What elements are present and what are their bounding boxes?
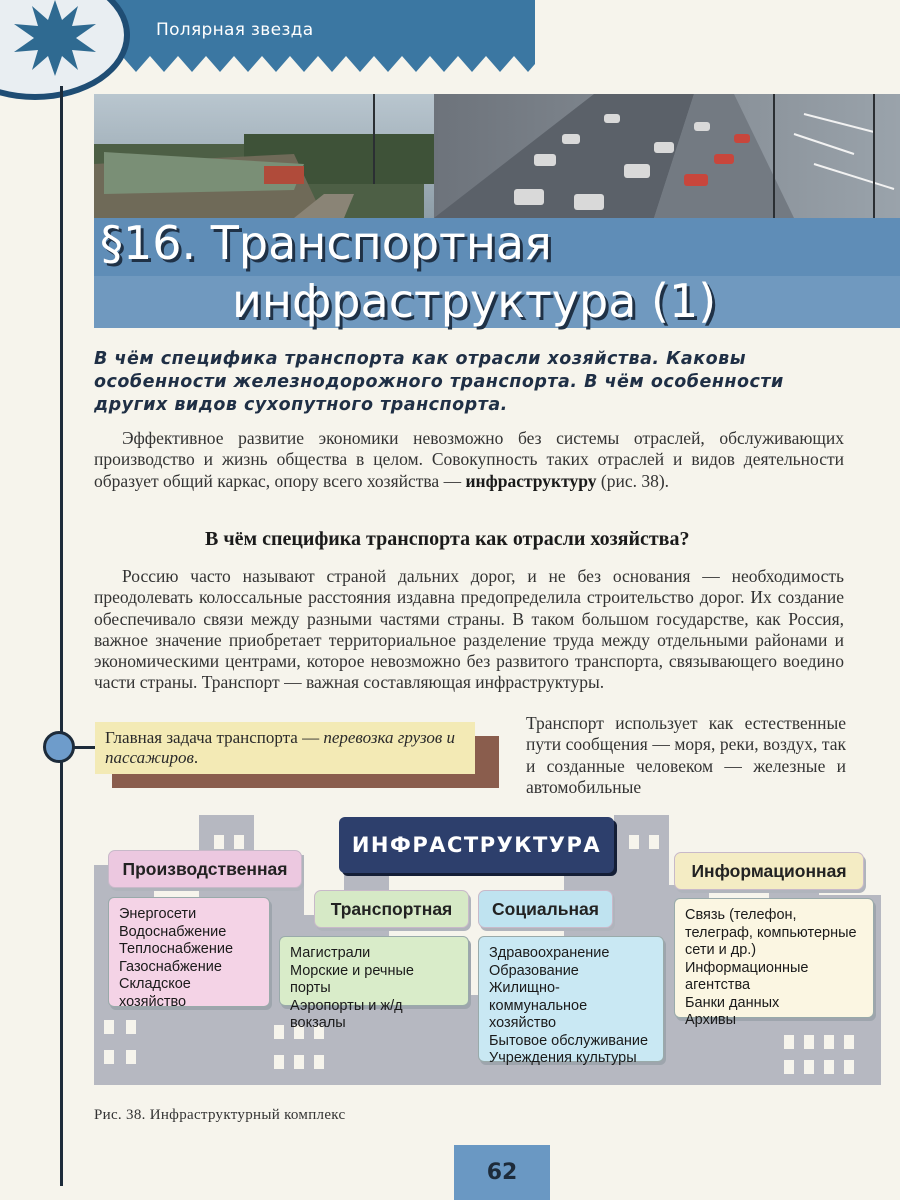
- category-information: Информационная: [674, 852, 864, 890]
- diagram-title: ИНФРАСТРУКТУРА: [339, 817, 614, 873]
- margin-line: [60, 86, 63, 1186]
- list-item: Информационные агентства: [685, 959, 809, 993]
- list-item: Учреждения культуры: [489, 1050, 637, 1066]
- list-item: Здравоохранение: [489, 945, 610, 961]
- polar-star-icon: [10, 0, 100, 78]
- list-item: Связь (телефон, телеграф, компьютерные сети и др.): [685, 907, 857, 958]
- list-item: Морские и речные порты: [290, 962, 414, 996]
- list-item: Жилищно-коммунальное хозяйство: [489, 980, 588, 1031]
- note-text: Главная задача транспорта —: [105, 728, 324, 747]
- list-item: Банки данных: [685, 994, 780, 1011]
- list-item: Бытовое обслуживание: [489, 1032, 649, 1049]
- list-item: Магистрали: [290, 945, 371, 961]
- list-social: [478, 936, 664, 1066]
- list-item: Энергосети: [119, 906, 197, 922]
- list-item: Газоснабжение: [119, 958, 222, 975]
- note-emphasis: перевозка грузов и пассажиров: [105, 728, 456, 767]
- list-information: [674, 898, 874, 1028]
- list-item: Водоснабжение: [119, 923, 227, 940]
- intro-text: Эффективное развитие экономики невозможно без системы отраслей, обслуживающих производство и жизнь общества в целом. Совокупность таких отраслей и видов деятельности образует общий каркас, опору всего хозяйства —: [94, 428, 844, 491]
- infrastructure-diagram: [94, 795, 881, 1085]
- key-questions: В чём специфика транспорта как отрасли хозяйства. Каковы особенности железнодорожного транспорта. В чём особенности других видов сухопутного транспорта.: [94, 349, 784, 415]
- body-paragraph: Россию часто называют страной дальних дорог, и не без основания — необходимость преодолевать колоссальные расстояния издавна предопределила строительство дорог. Их создание обеспечивало связи между разными частями страны. В таком большом государстве, как Россия, важное значение приобретает территориальное разделение труда между отдельными районами и экономическими центрами, которое невозможно без развитого транспорта, связывающего воедино части страны. Транспорт — важная составляющая инфраструктуры.: [94, 566, 844, 693]
- section-heading: В чём специфика транспорта как отрасли хозяйства?: [205, 528, 690, 550]
- note-marker-line: [73, 746, 95, 749]
- intro-paragraph: [94, 428, 844, 492]
- list-transport: [279, 936, 469, 1031]
- note-marker-dot: [43, 731, 75, 763]
- category-production: Производственная: [108, 850, 302, 888]
- series-title: Полярная звезда: [156, 20, 314, 40]
- list-item: Образование: [489, 962, 579, 979]
- header-zigzag-decoration: [80, 52, 535, 86]
- page-title-line1: §16. Транспортная: [100, 216, 552, 270]
- note-end: .: [193, 748, 199, 767]
- page-title: [100, 214, 800, 330]
- page-title-line2: инфраструктура (1): [232, 274, 717, 328]
- list-production: [108, 897, 270, 1010]
- page-number: 62: [454, 1145, 550, 1200]
- transport-photo: [94, 94, 900, 218]
- intro-figure-ref: (рис. 38).: [596, 470, 670, 491]
- body-paragraph-continued: Транспорт использует как естественные пути сообщения — моря, реки, воздух, так и созданные человеком — железные и автомобильные: [526, 713, 846, 797]
- list-item: Аэропорты и ж/д вокзалы: [290, 997, 403, 1031]
- list-item: Складское хозяйство: [119, 976, 191, 1010]
- list-item: Теплоснабжение: [119, 941, 234, 957]
- category-transport: Транспортная: [314, 890, 469, 928]
- figure-caption: Рис. 38. Инфраструктурный комплекс: [94, 1107, 346, 1123]
- term-infrastructure: инфраструктуру: [465, 470, 597, 491]
- list-item: Архивы: [685, 1012, 737, 1028]
- key-note: [95, 722, 475, 774]
- category-social: Социальная: [478, 890, 613, 928]
